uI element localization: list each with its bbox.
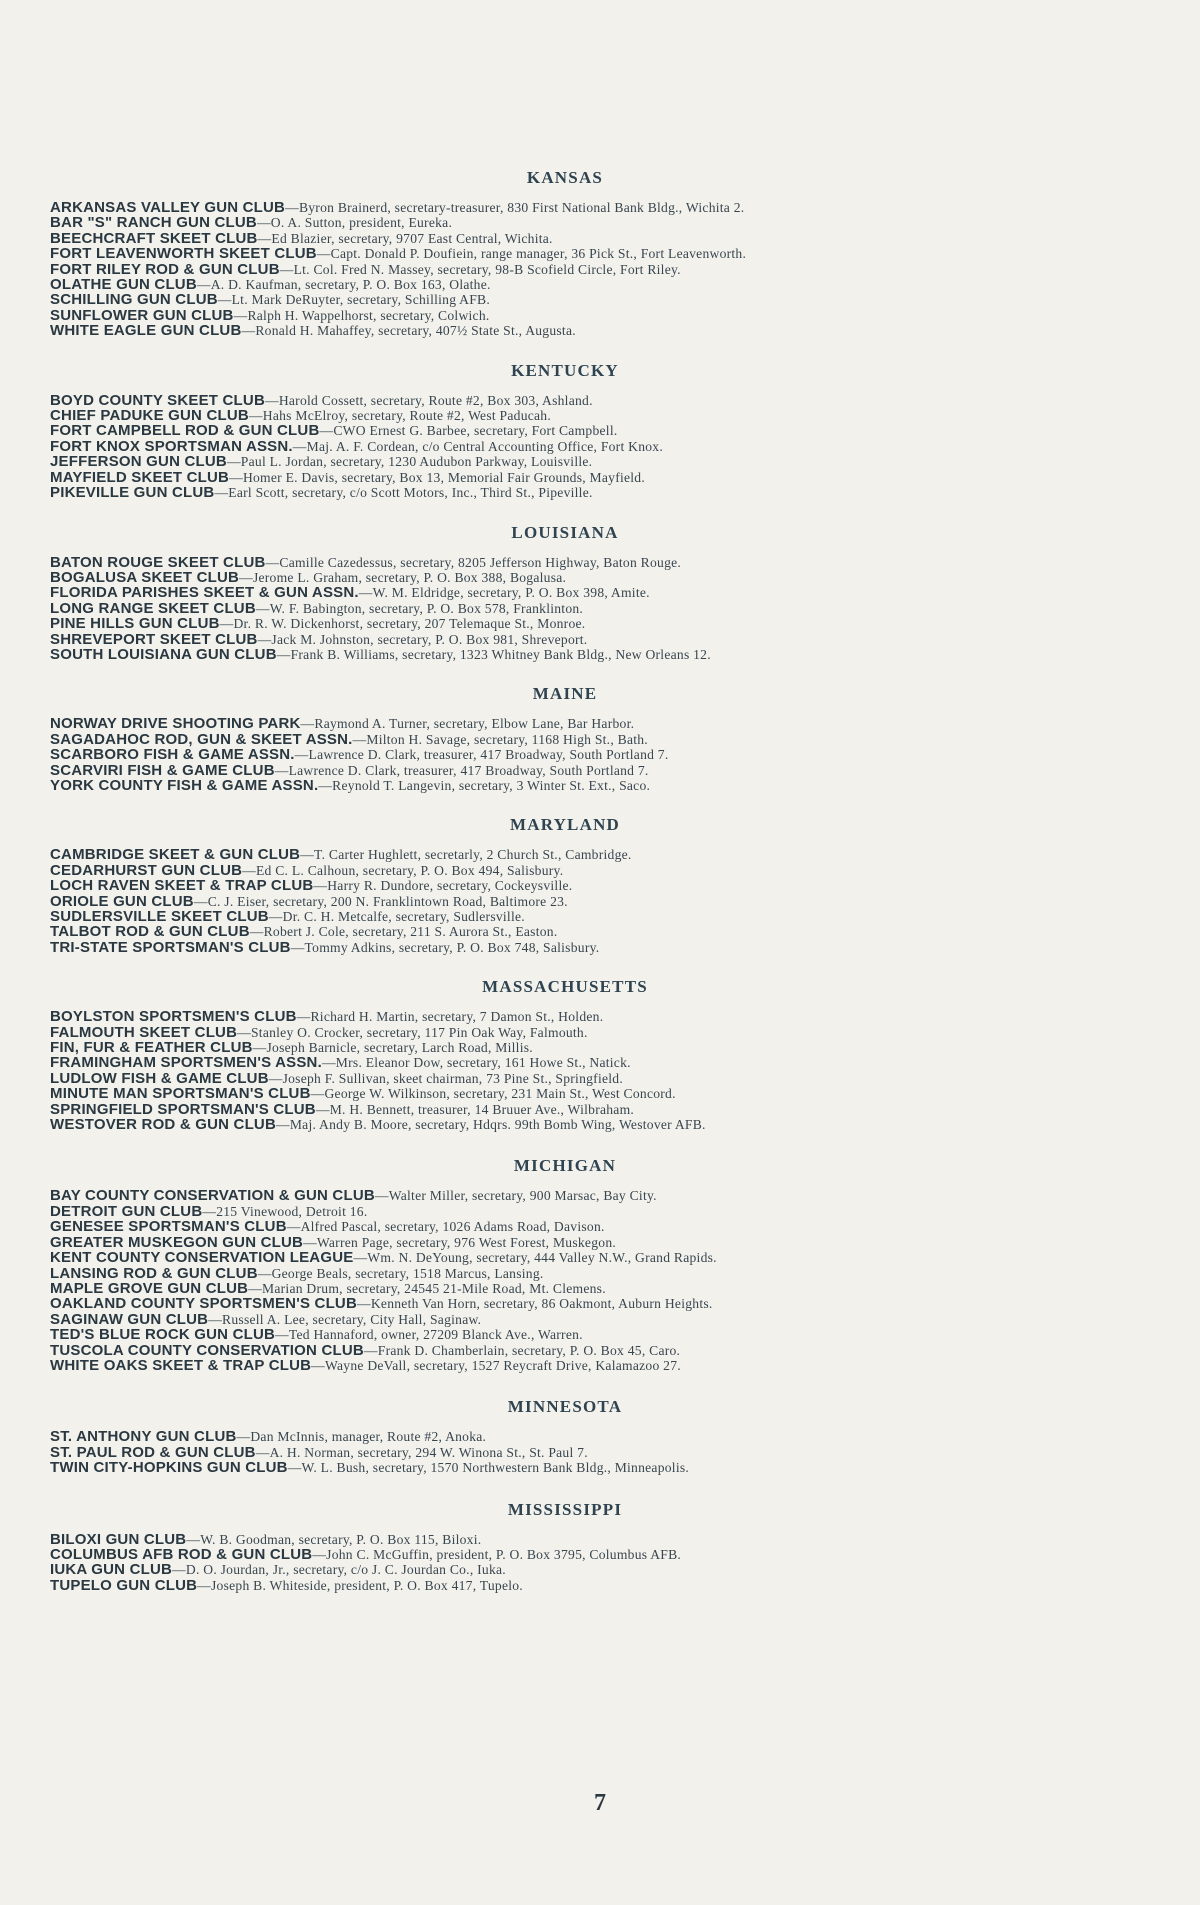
- club-contact: —Joseph Barnicle, secretary, Larch Road, Millis.: [252, 1040, 533, 1056]
- club-name: SHREVEPORT SKEET CLUB: [50, 630, 258, 648]
- club-entry: [50, 470, 1050, 485]
- club-entry: [50, 1327, 1050, 1342]
- club-name: PIKEVILLE GUN CLUB: [50, 484, 215, 502]
- club-name: BAR "S" RANCH GUN CLUB: [50, 214, 257, 232]
- club-name: OLATHE GUN CLUB: [50, 276, 197, 294]
- club-name: FORT RILEY ROD & GUN CLUB: [50, 260, 280, 278]
- club-contact: —Kenneth Van Horn, secretary, 86 Oakmont, Auburn Heights.: [357, 1296, 713, 1312]
- club-entry: [50, 1009, 1050, 1024]
- club-contact: —Robert J. Cole, secretary, 211 S. Aurora St., Easton.: [249, 924, 558, 940]
- state-heading: MASSACHUSETTS: [482, 977, 648, 997]
- club-name: TALBOT ROD & GUN CLUB: [50, 923, 250, 941]
- club-name: TUSCOLA COUNTY CONSERVATION CLUB: [50, 1341, 364, 1359]
- club-contact: —Russell A. Lee, secretary, City Hall, Saginaw.: [208, 1311, 482, 1327]
- club-name: OAKLAND COUNTY SPORTSMEN'S CLUB: [50, 1295, 357, 1313]
- club-name: PINE HILLS GUN CLUB: [50, 615, 220, 633]
- club-entry: [50, 200, 1050, 215]
- club-contact: —Lawrence D. Clark, treasurer, 417 Broadway, South Portland 7.: [274, 762, 649, 778]
- state-heading: MICHIGAN: [513, 1156, 617, 1176]
- club-contact: —John C. McGuffin, president, P. O. Box 3795, Columbus AFB.: [312, 1546, 682, 1562]
- club-entry: [50, 393, 1050, 408]
- club-contact: —W. B. Goodman, secretary, P. O. Box 115, Biloxi.: [186, 1531, 482, 1547]
- club-entry: [50, 1025, 1050, 1040]
- club-entry: [50, 485, 1050, 500]
- club-name: SAGADAHOC ROD, GUN & SKEET ASSN.: [50, 730, 353, 748]
- club-name: WHITE OAKS SKEET & TRAP CLUB: [50, 1356, 312, 1374]
- club-name: WESTOVER ROD & GUN CLUB: [50, 1116, 276, 1134]
- club-name: SUNFLOWER GUN CLUB: [50, 306, 234, 324]
- club-contact: —Wm. N. DeYoung, secretary, 444 Valley N.W., Grand Rapids.: [353, 1250, 717, 1266]
- club-entry: [50, 1040, 1050, 1055]
- state-section: [50, 168, 1050, 339]
- club-name: NORWAY DRIVE SHOOTING PARK: [50, 715, 301, 733]
- club-name: MAYFIELD SKEET CLUB: [50, 468, 230, 486]
- state-heading: MARYLAND: [509, 815, 621, 835]
- club-entry: [50, 763, 1050, 778]
- club-name: MINUTE MAN SPORTSMAN'S CLUB: [50, 1085, 311, 1103]
- club-entry: [50, 439, 1050, 454]
- club-name: FORT KNOX SPORTSMAN ASSN.: [50, 437, 293, 455]
- club-contact: —Homer E. Davis, secretary, Box 13, Memorial Fair Grounds, Mayfield.: [229, 469, 646, 485]
- club-contact: —Walter Miller, secretary, 900 Marsac, Bay City.: [374, 1188, 657, 1204]
- club-contact: —Harry R. Dundore, secretary, Cockeysville.: [313, 878, 573, 894]
- state-heading: KENTUCKY: [511, 360, 619, 380]
- club-name: SPRINGFIELD SPORTSMAN'S CLUB: [50, 1100, 316, 1118]
- club-name: KENT COUNTY CONSERVATION LEAGUE: [50, 1249, 354, 1267]
- club-name: SAGINAW GUN CLUB: [50, 1310, 209, 1328]
- club-name: LANSING ROD & GUN CLUB: [50, 1264, 258, 1282]
- club-entry: [50, 1296, 1050, 1311]
- club-name: WHITE EAGLE GUN CLUB: [50, 322, 242, 340]
- club-entry: [50, 1547, 1050, 1562]
- club-name: FLORIDA PARISHES SKEET & GUN ASSN.: [50, 584, 359, 602]
- club-entry: [50, 1250, 1050, 1265]
- club-contact: —O. A. Sutton, president, Eureka.: [256, 215, 453, 231]
- club-entry: [50, 940, 1050, 955]
- club-name: FRAMINGHAM SPORTSMEN'S ASSN.: [50, 1054, 322, 1072]
- club-name: GENESEE SPORTSMAN'S CLUB: [50, 1218, 287, 1236]
- club-entry: [50, 909, 1050, 924]
- club-entry: [50, 1086, 1050, 1101]
- club-entry: [50, 277, 1050, 292]
- club-entry: [50, 847, 1050, 862]
- club-contact: —Lt. Mark DeRuyter, secretary, Schilling AFB.: [217, 292, 490, 308]
- club-contact: —Byron Brainerd, secretary-treasurer, 830 First National Bank Bldg., Wichita 2.: [285, 200, 745, 215]
- club-list: [50, 847, 1050, 955]
- state-section: [50, 1397, 1050, 1475]
- club-name: ORIOLE GUN CLUB: [50, 892, 194, 910]
- club-name: FIN, FUR & FEATHER CLUB: [50, 1039, 253, 1057]
- club-entry: [50, 1235, 1050, 1250]
- club-list: [50, 555, 1050, 663]
- club-name: FORT CAMPBELL ROD & GUN CLUB: [50, 422, 320, 440]
- club-entry: [50, 716, 1050, 731]
- club-entry: [50, 1358, 1050, 1373]
- club-name: TUPELO GUN CLUB: [50, 1576, 198, 1594]
- club-contact: —Wayne DeVall, secretary, 1527 Reycraft Drive, Kalamazoo 27.: [311, 1357, 681, 1373]
- club-name: ST. ANTHONY GUN CLUB: [50, 1428, 237, 1446]
- club-name: FORT LEAVENWORTH SKEET CLUB: [50, 245, 317, 263]
- club-entry: [50, 1071, 1050, 1086]
- state-section: [50, 977, 1050, 1132]
- club-entry: [50, 323, 1050, 338]
- club-contact: —Dr. R. W. Dickenhorst, secretary, 207 Telemaque St., Monroe.: [219, 616, 586, 632]
- club-contact: —Harold Cossett, secretary, Route #2, Box 303, Ashland.: [264, 392, 593, 408]
- club-name: GREATER MUSKEGON GUN CLUB: [50, 1233, 304, 1251]
- club-contact: —George Beals, secretary, 1518 Marcus, Lansing.: [257, 1265, 544, 1281]
- club-entry: [50, 308, 1050, 323]
- club-contact: —W. L. Bush, secretary, 1570 Northwestern Bank Bldg., Minneapolis.: [287, 1460, 690, 1476]
- state-sections: [50, 168, 1050, 1593]
- club-entry: [50, 601, 1050, 616]
- state-heading: MISSISSIPPI: [507, 1499, 623, 1519]
- club-contact: —Ralph H. Wappelhorst, secretary, Colwich.: [233, 307, 490, 323]
- club-contact: —Warren Page, secretary, 976 West Forest, Muskegon.: [303, 1234, 617, 1250]
- club-entry: [50, 632, 1050, 647]
- club-entry: [50, 1460, 1050, 1475]
- club-name: SCHILLING GUN CLUB: [50, 291, 218, 309]
- club-name: SCARBORO FISH & GAME ASSN.: [50, 746, 295, 764]
- club-contact: —Joseph F. Sullivan, skeet chairman, 73 Pine St., Springfield.: [268, 1070, 623, 1086]
- state-heading: MAINE: [532, 684, 598, 704]
- state-section: [50, 1500, 1050, 1594]
- club-list: [50, 716, 1050, 793]
- club-contact: —Alfred Pascal, secretary, 1026 Adams Road, Davison.: [286, 1219, 605, 1235]
- club-name: ARKANSAS VALLEY GUN CLUB: [50, 199, 286, 216]
- club-contact: —T. Carter Hughlett, secretarly, 2 Church St., Cambridge.: [300, 847, 632, 863]
- club-contact: —Stanley O. Crocker, secretary, 117 Pin Oak Way, Falmouth.: [237, 1024, 588, 1040]
- club-entry: [50, 1102, 1050, 1117]
- state-section: [50, 815, 1050, 955]
- club-name: SCARVIRI FISH & GAME CLUB: [50, 761, 275, 779]
- club-entry: [50, 1117, 1050, 1132]
- club-entry: [50, 1562, 1050, 1577]
- club-list: [50, 1532, 1050, 1594]
- state-section: [50, 523, 1050, 663]
- club-entry: [50, 408, 1050, 423]
- state-heading: LOUISIANA: [511, 522, 619, 542]
- club-name: TED'S BLUE ROCK GUN CLUB: [50, 1326, 276, 1344]
- state-heading: KANSAS: [526, 168, 604, 187]
- club-contact: —A. D. Kaufman, secretary, P. O. Box 163, Olathe.: [196, 277, 491, 293]
- club-contact: —M. H. Bennett, treasurer, 14 Bruuer Ave., Wilbraham.: [315, 1101, 635, 1117]
- club-entry: [50, 778, 1050, 793]
- club-contact: —A. H. Norman, secretary, 294 W. Winona St., St. Paul 7.: [255, 1444, 588, 1460]
- club-entry: [50, 1204, 1050, 1219]
- club-name: SUDLERSVILLE SKEET CLUB: [50, 908, 269, 925]
- club-entry: [50, 924, 1050, 939]
- club-list: [50, 200, 1050, 339]
- state-section: [50, 684, 1050, 793]
- club-name: CAMBRIDGE SKEET & GUN CLUB: [50, 846, 301, 864]
- club-contact: —Ed C. L. Calhoun, secretary, P. O. Box 494, Salisbury.: [242, 862, 564, 878]
- club-entry: [50, 570, 1050, 585]
- club-entry: [50, 732, 1050, 747]
- club-entry: [50, 555, 1050, 570]
- club-entry: [50, 1266, 1050, 1281]
- club-list: [50, 1429, 1050, 1475]
- club-contact: —Raymond A. Turner, secretary, Elbow Lane, Bar Harbor.: [300, 716, 635, 732]
- club-contact: —Maj. Andy B. Moore, secretary, Hdqrs. 99th Bomb Wing, Westover AFB.: [276, 1117, 706, 1133]
- club-name: BOYD COUNTY SKEET CLUB: [50, 391, 265, 409]
- club-contact: —Tommy Adkins, secretary, P. O. Box 748, Salisbury.: [290, 939, 600, 955]
- club-contact: —Ronald H. Mahaffey, secretary, 407½ State St., Augusta.: [241, 323, 576, 339]
- club-name: YORK COUNTY FISH & GAME ASSN.: [50, 776, 319, 794]
- club-contact: —Richard H. Martin, secretary, 7 Damon St., Holden.: [296, 1009, 604, 1025]
- club-contact: —Mrs. Eleanor Dow, secretary, 161 Howe St., Natick.: [321, 1055, 631, 1071]
- club-contact: —Ted Hannaford, owner, 27209 Blanck Ave., Warren.: [275, 1327, 583, 1343]
- club-contact: —Maj. A. F. Cordean, c/o Central Accounting Office, Fort Knox.: [292, 438, 663, 454]
- club-entry: [50, 647, 1050, 662]
- club-contact: —George W. Wilkinson, secretary, 231 Main St., West Concord.: [310, 1086, 676, 1102]
- club-entry: [50, 1188, 1050, 1203]
- club-list: [50, 1188, 1050, 1373]
- club-contact: —D. O. Jourdan, Jr., secretary, c/o J. C. Jourdan Co., Iuka.: [172, 1562, 506, 1578]
- club-entry: [50, 1281, 1050, 1296]
- club-name: MAPLE GROVE GUN CLUB: [50, 1279, 249, 1297]
- club-name: LOCH RAVEN SKEET & TRAP CLUB: [50, 877, 314, 895]
- club-entry: [50, 616, 1050, 631]
- club-name: BOGALUSA SKEET CLUB: [50, 568, 240, 586]
- club-name: LONG RANGE SKEET CLUB: [50, 599, 256, 617]
- club-entry: [50, 1429, 1050, 1444]
- club-name: BILOXI GUN CLUB: [50, 1530, 187, 1548]
- club-entry: [50, 454, 1050, 469]
- club-entry: [50, 423, 1050, 438]
- club-contact: —Frank B. Williams, secretary, 1323 Whitney Bank Bldg., New Orleans 12.: [276, 646, 711, 662]
- state-section: [50, 361, 1050, 501]
- club-name: IUKA GUN CLUB: [50, 1561, 173, 1579]
- club-contact: —Jack M. Johnston, secretary, P. O. Box 981, Shreveport.: [257, 631, 588, 647]
- club-entry: [50, 1343, 1050, 1358]
- club-name: ST. PAUL ROD & GUN CLUB: [50, 1443, 256, 1461]
- club-name: CHIEF PADUKE GUN CLUB: [50, 407, 249, 425]
- club-entry: [50, 878, 1050, 893]
- club-name: BEECHCRAFT SKEET CLUB: [50, 229, 258, 247]
- club-contact: —Dr. C. H. Metcalfe, secretary, Sudlersville.: [268, 909, 525, 924]
- club-name: DETROIT GUN CLUB: [50, 1202, 203, 1220]
- club-name: BATON ROUGE SKEET CLUB: [50, 553, 266, 571]
- club-contact: —Earl Scott, secretary, c/o Scott Motors, Inc., Third St., Pipeville.: [214, 485, 593, 501]
- club-contact: —Paul L. Jordan, secretary, 1230 Audubon Parkway, Louisville.: [226, 454, 593, 470]
- club-contact: —Marian Drum, secretary, 24545 21-Mile Road, Mt. Clemens.: [248, 1280, 606, 1296]
- club-contact: —Lt. Col. Fred N. Massey, secretary, 98-B Scofield Circle, Fort Riley.: [279, 261, 681, 277]
- club-contact: —Dan McInnis, manager, Route #2, Anoka.: [236, 1429, 487, 1445]
- club-entry: [50, 1055, 1050, 1070]
- club-entry: [50, 1312, 1050, 1327]
- club-contact: —Reynold T. Langevin, secretary, 3 Winter St. Ext., Saco.: [318, 777, 651, 793]
- club-entry: [50, 747, 1050, 762]
- club-entry: [50, 1532, 1050, 1547]
- club-name: BOYLSTON SPORTSMEN'S CLUB: [50, 1008, 297, 1026]
- club-entry: [50, 262, 1050, 277]
- club-list: [50, 393, 1050, 501]
- state-heading: MINNESOTA: [507, 1397, 623, 1417]
- club-contact: —Milton H. Savage, secretary, 1168 High St., Bath.: [352, 731, 648, 747]
- club-entry: [50, 246, 1050, 261]
- club-contact: —Joseph B. Whiteside, president, P. O. Box 417, Tupelo.: [197, 1577, 523, 1593]
- club-name: TWIN CITY-HOPKINS GUN CLUB: [50, 1459, 288, 1477]
- club-contact: —W. F. Babington, secretary, P. O. Box 578, Franklinton.: [255, 600, 584, 616]
- club-name: LUDLOW FISH & GAME CLUB: [50, 1069, 269, 1087]
- club-entry: [50, 292, 1050, 307]
- club-entry: [50, 1578, 1050, 1593]
- club-name: JEFFERSON GUN CLUB: [50, 453, 227, 471]
- state-section: [50, 1156, 1050, 1373]
- club-entry: [50, 863, 1050, 878]
- club-contact: —Ed Blazier, secretary, 9707 East Central, Wichita.: [257, 230, 553, 246]
- club-contact: —Lawrence D. Clark, treasurer, 417 Broadway, South Portland 7.: [294, 747, 669, 763]
- club-name: COLUMBUS AFB ROD & GUN CLUB: [50, 1545, 313, 1563]
- club-contact: —Jerome L. Graham, secretary, P. O. Box 388, Bogalusa.: [239, 569, 567, 585]
- club-name: CEDARHURST GUN CLUB: [50, 861, 243, 879]
- club-entry: [50, 215, 1050, 230]
- club-name: TRI-STATE SPORTSMAN'S CLUB: [50, 938, 291, 956]
- club-name: SOUTH LOUISIANA GUN CLUB: [50, 645, 277, 663]
- club-entry: [50, 894, 1050, 909]
- club-contact: —Capt. Donald P. Doufiein, range manager, 36 Pick St., Fort Leavenworth.: [316, 246, 747, 262]
- club-contact: —C. J. Eiser, secretary, 200 N. Franklintown Road, Baltimore 23.: [193, 893, 568, 909]
- club-name: BAY COUNTY CONSERVATION & GUN CLUB: [50, 1187, 375, 1205]
- club-contact: —Camille Cazedessus, secretary, 8205 Jefferson Highway, Baton Rouge.: [265, 554, 682, 570]
- club-entry: [50, 1219, 1050, 1234]
- club-list: [50, 1009, 1050, 1132]
- club-contact: —W. M. Eldridge, secretary, P. O. Box 398, Amite.: [358, 585, 650, 601]
- club-contact: —Hahs McElroy, secretary, Route #2, West Paducah.: [248, 408, 552, 424]
- club-entry: [50, 231, 1050, 246]
- club-name: FALMOUTH SKEET CLUB: [50, 1023, 238, 1041]
- club-contact: —CWO Ernest G. Barbee, secretary, Fort Campbell.: [319, 423, 618, 439]
- club-entry: [50, 1445, 1050, 1460]
- page-number: 7: [594, 1790, 606, 1816]
- club-contact: —215 Vinewood, Detroit 16.: [202, 1203, 368, 1219]
- club-contact: —Frank D. Chamberlain, secretary, P. O. Box 45, Caro.: [363, 1342, 681, 1358]
- club-entry: [50, 585, 1050, 600]
